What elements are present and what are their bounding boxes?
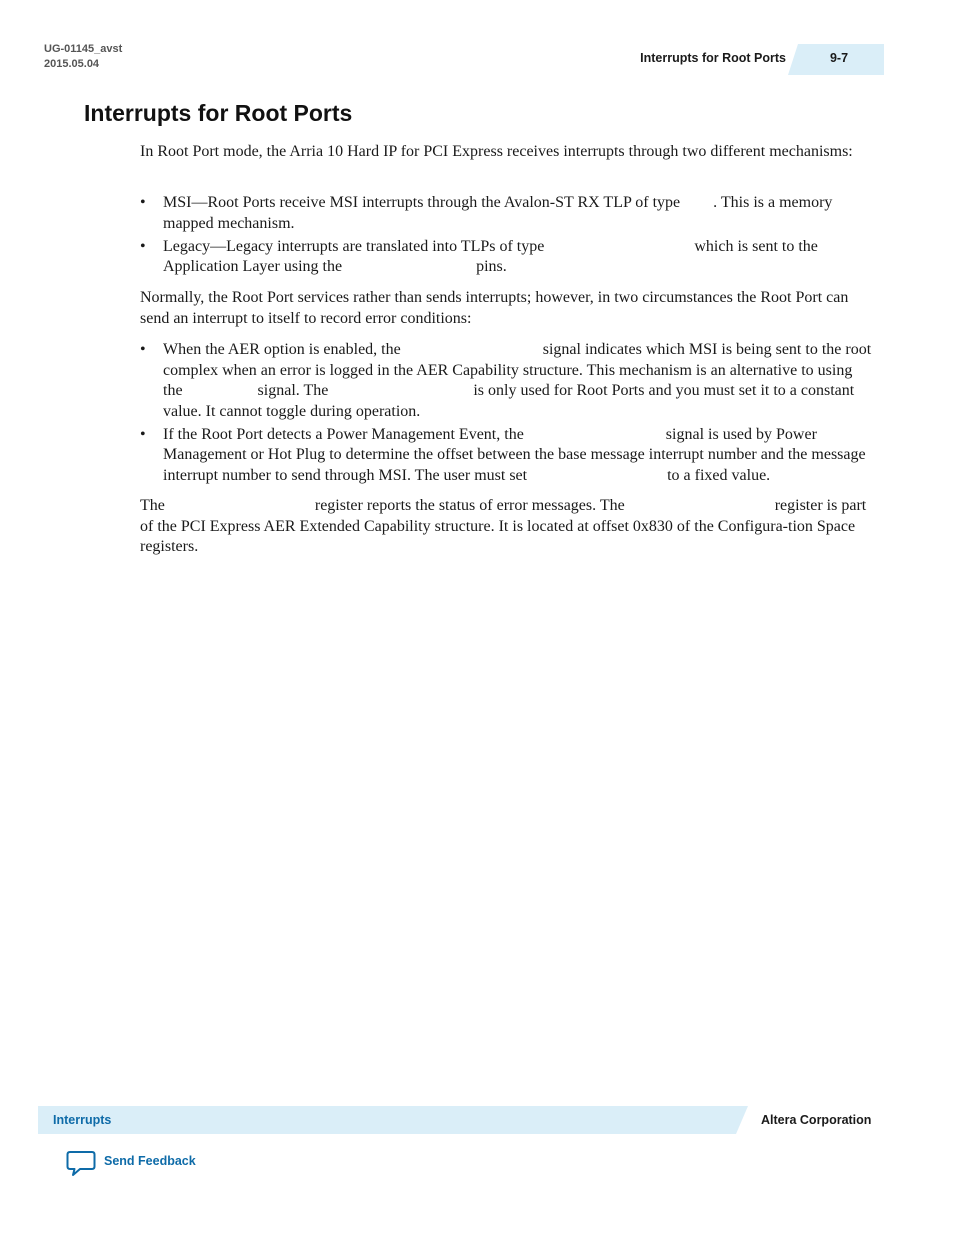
intro-paragraph: In Root Port mode, the Arria 10 Hard IP for PCI Express receives interrupts through two different mechanisms: xyxy=(140,143,853,160)
speech-bubble-icon xyxy=(66,1150,96,1178)
register-text-part3: register is part of the PCI Express AER Extended Capability structure. It is located at offset 0x830 of the Configura-tion Space registers. xyxy=(140,497,867,555)
bullet-icon: • xyxy=(140,341,146,358)
bullet-icon: • xyxy=(140,194,146,211)
bullet-icon: • xyxy=(140,237,146,255)
bullet-icon: • xyxy=(140,425,146,443)
list-item xyxy=(140,340,872,422)
page-number-tab xyxy=(798,44,884,75)
pme-text-part1: If the Root Port detects a Power Management Event, the xyxy=(163,425,524,443)
aer-text-part4: is only used for Root Ports and you must set it to a constant value. It cannot toggle during operation. xyxy=(163,382,855,420)
legacy-text-part2: which is sent to the Application Layer using the xyxy=(163,237,818,275)
document-code: UG-01145_avst xyxy=(44,43,123,55)
aer-text-part1: When the AER option is enabled, the xyxy=(163,341,401,358)
send-feedback-label[interactable]: Send Feedback xyxy=(104,1154,196,1168)
aer-text-part3: signal. The xyxy=(257,382,329,399)
list-item xyxy=(140,193,872,234)
send-feedback-link[interactable] xyxy=(66,1150,196,1178)
footer-band xyxy=(38,1106,748,1134)
footer-company: Altera Corporation xyxy=(761,1113,872,1127)
circumstances-paragraph: Normally, the Root Port services rather than sends interrupts; however, in two circumstances the Root Port can send an interrupt to itself to record error conditions: xyxy=(140,289,849,327)
register-paragraph xyxy=(140,496,872,558)
list-item xyxy=(140,425,872,487)
running-header-title: Interrupts for Root Ports xyxy=(640,51,786,65)
pme-text-part2: signal is used by Power Management or Hot Plug to determine the offset between the base message interrupt number and the message interrupt number to send through MSI. The user must set xyxy=(163,425,866,484)
document-id-block xyxy=(44,42,122,72)
mechanisms-list xyxy=(140,193,872,280)
msi-text-part1: MSI—Root Ports receive MSI interrupts through the Avalon-ST RX TLP of type xyxy=(163,194,681,211)
legacy-text-part3: pins. xyxy=(476,258,507,275)
page-number: 9-7 xyxy=(829,51,849,65)
msi-text-part2: . This is a memory mapped mechanism. xyxy=(163,194,833,232)
aer-text-part2: signal indicates which MSI is being sent to the root complex when an error is logged in the AER Capability structure. This mechanism is an alternative to using the xyxy=(163,341,872,399)
pme-text-part3: to a fixed value. xyxy=(667,466,771,484)
list-item xyxy=(140,237,872,278)
legacy-text-part1: Legacy—Legacy interrupts are translated into TLPs of type xyxy=(163,237,545,255)
section-title: Interrupts for Root Ports xyxy=(84,100,353,126)
register-text-part1: The xyxy=(140,497,165,514)
footer-section-link[interactable]: Interrupts xyxy=(53,1113,112,1127)
document-date: 2015.05.04 xyxy=(44,58,100,70)
conditions-list xyxy=(140,340,872,489)
register-text-part2: register reports the status of error messages. The xyxy=(314,497,625,514)
